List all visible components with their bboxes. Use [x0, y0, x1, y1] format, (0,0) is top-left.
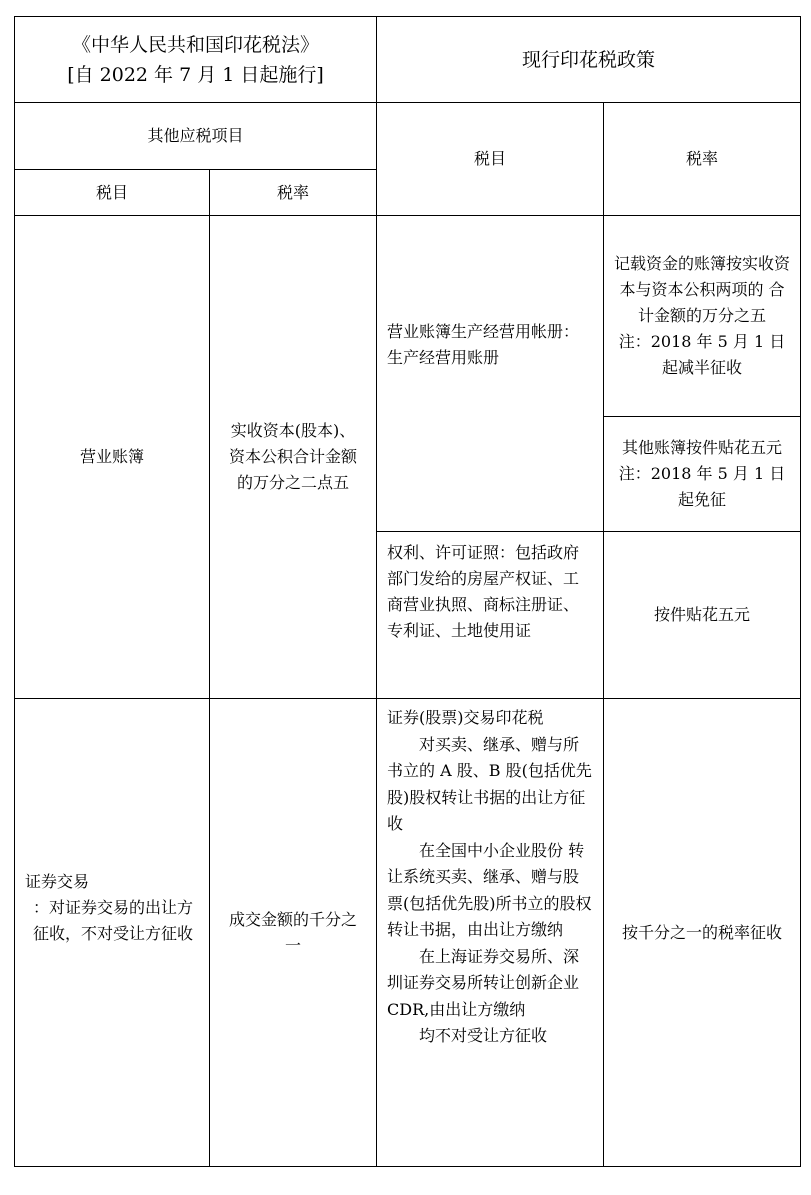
- securities-current-p4: 均不对受让方征收: [419, 1026, 548, 1045]
- law-title-line1: 《中华人民共和国印花税法》: [71, 33, 319, 56]
- law-title-cell: [15, 17, 376, 102]
- securities-rate: 成交金额的千分之一: [228, 909, 357, 955]
- license-item: 权利、许可证照：包括政府部门发给的房屋产权证、工商营业执照、商标注册证、 专利证、土地使用证: [387, 543, 580, 640]
- securities-current-rate: 按千分之一的税率征收: [621, 922, 782, 942]
- ledger-current-item: 营业账簿生产经营用帐册：生产经营用账册: [387, 322, 580, 367]
- securities-current-item: [377, 699, 603, 1166]
- securities-current-title: 证券(股票)交易印花税: [387, 708, 544, 727]
- ledger-item: 营业账簿: [79, 447, 144, 466]
- securities-current-p1: 对买卖、继承、赠与所书立的 A 股、B 股(包括优先股)股权转让书据的出让方征收: [387, 734, 592, 833]
- tax-rate-right-header: 税率: [685, 149, 718, 168]
- ledger-rate: 实收资本(股本)、资本公积合计金额 的万分之二点五: [228, 421, 357, 492]
- license-rate: 按件贴花五元: [653, 605, 750, 624]
- securities-item: [15, 699, 209, 1166]
- tax-item-right-header: 税目: [473, 149, 506, 168]
- tax-item-left-header: 税目: [95, 182, 128, 202]
- securities-current-p2: 在全国中小企业股份 转让系统买卖、继承、赠与股票(包括优先股)所书立的股权转让书据，由出让方缴纳: [387, 840, 592, 939]
- securities-item-title: 证券交易: [25, 872, 90, 891]
- other-items-header: 其他应税项目: [147, 126, 244, 145]
- tax-rate-left-header: 税率: [276, 182, 309, 202]
- securities-item-desc: ：对证券交易的出让方征收，不对受让方征收: [33, 898, 194, 943]
- securities-current-p3: 在上海证券交易所、深 圳证券交易所转让创新企业 CDR,由出让方缴纳: [387, 946, 580, 1019]
- ledger-current-rate-a: 记载资金的账簿按实收资本与资本公积两项的 合计金额的万分之五 注：2018 年 5 月 1 日起减半征收: [604, 216, 800, 416]
- ledger-current-rate-a-note: 注：2018 年 5 月 1 日起减半征收: [618, 332, 786, 377]
- current-policy-title: 现行印花税政策: [521, 48, 655, 71]
- ledger-current-rate-b: 其他账簿按件贴花五元 注：2018 年 5 月 1 日起免征: [618, 438, 786, 509]
- tax-comparison-table: [14, 16, 801, 1167]
- law-title-line2: [自 2022 年 7 月 1 日起施行]: [67, 63, 324, 86]
